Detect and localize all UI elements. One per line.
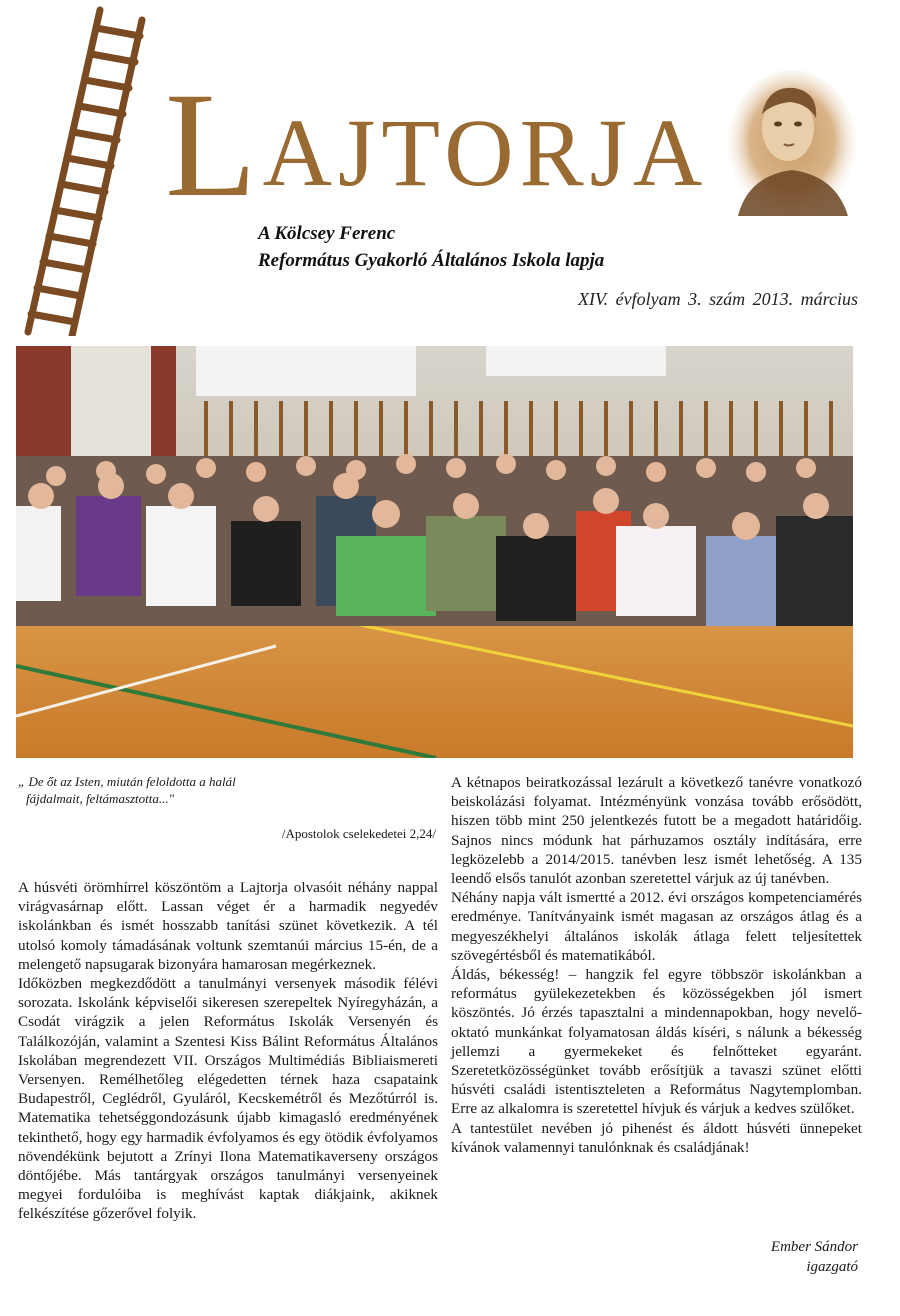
paragraph: Áldás, békesség! – hangzik fel egyre többször iskolánkban a református gyülekezetekben és közösségekben jól ismert köszöntés. Jó érzés tapasztalni a mindennapokban, hogy nevelő-oktató munkánkat folyamatosan áldás kíséri, s nálunk a békesség jellemzi a gyermekeket és felnőtteket egyaránt. Szeretetközösségünket tovább erősítjük a tavaszi szünet előtti húsvéti családi istentiszteleten a Református Nagytemplomban. Erre az alkalomra is szeretettel hívjuk és várjuk a kedves szülőket.: [451, 966, 862, 1118]
bible-quote: [18, 773, 418, 807]
paragraph: A kétnapos beiratkozással lezárult a következő tanévre vonatkozó beiskolázási folyamat. Intézményünk vonzása tovább erősödött, hiszen több mint 250 jelentkezés futott be a megadott határidőig. Sajnos nincs módunk hat párhuzamos osztály indítására, erre legközelebb a 2014/2015. tanévben lesz ismét lehetőség. A 135 leendő elsős tanulót azonban szeretettel várjuk az új tanévben.: [451, 774, 862, 888]
subtitle-line-1: A Kölcsey Ferenc: [258, 223, 396, 244]
masthead-title: [165, 60, 709, 228]
masthead-subtitle: [258, 220, 604, 274]
paragraph: A tantestület nevében jó pihenést és áldott húsvéti ünnepeket kívánok valamennyi tanulónknak és családjának!: [451, 1119, 862, 1156]
article-left-column: [18, 878, 438, 1224]
article-right-column: [451, 773, 862, 1157]
portrait-image: [728, 66, 856, 216]
ladder-logo-icon: [18, 6, 148, 336]
quote-source: /Apostolok cselekedetei 2,24/: [281, 826, 436, 841]
title-rest: AJTORJA: [262, 99, 709, 206]
quote-line-1: „ De őt az Isten, miután feloldotta a halál: [18, 774, 236, 789]
signature: [771, 1237, 858, 1277]
signature-role: igazgató: [806, 1259, 858, 1275]
paragraph: Néhány napja vált ismertté a 2012. évi országos kompetenciamérés eredménye. Tanítványaink ismét magasan az országos átlag és a megyeszékhelyi általános iskolák átlaga felett teljesítettek szövegértésből és matematikából.: [451, 889, 862, 964]
signature-name: Ember Sándor: [770, 1239, 858, 1255]
title-initial: L: [165, 62, 263, 228]
quote-line-2: fájdalmait, feltámasztotta...": [26, 791, 175, 806]
class-photo: [16, 346, 853, 758]
paragraph: Időközben megkezdődött a tanulmányi versenyek második félévi sorozata. Iskolánk képviselői sikeresen szerepeltek Nyíregyházán, a Csodát virágzik a jelen Református Iskolák Versenyén és Találkozóján, valamint a Szentesi Kiss Bálint Református Általános Iskolában megrendezett VII. Országos Multimédiás Bibliaismereti Versenyen. Remélhetőleg elégedetten térnek haza csapataink Budapestről, Ceglédről, Gyuláról, Kecskemétről és Mezőtúrról is. Matematika tehetséggondozásunk újabb kimagasló eredményének tekinthető, hogy egy harmadik évfolyamos és egy ötödik évfolyamos növendékünk bejutott a Zrínyi Ilona Matematikaverseny országos döntőjébe. Más tantárgyak országos tanulmányi versenyeinek megyei fordulóiba is meghívást kaptak diákjaink, akiknek felkészítése gőzerővel folyik.: [18, 975, 438, 1223]
issue-info: XIV. évfolyam 3. szám 2013. március: [578, 289, 858, 309]
subtitle-line-2: Református Gyakorló Általános Iskola lapja: [258, 250, 605, 271]
paragraph: A húsvéti örömhírrel köszöntöm a Lajtorja olvasóit néhány nappal virágvasárnap előtt. Lassan véget ér a harmadik negyedév iskolánkban és ismét hosszabb tanítási szünet következik. A tél utolsó komoly támadásának voltunk szemtanúi március 15-én, de a melengető napsugarak bizonyára hamarosan megérkeznek.: [18, 879, 438, 973]
